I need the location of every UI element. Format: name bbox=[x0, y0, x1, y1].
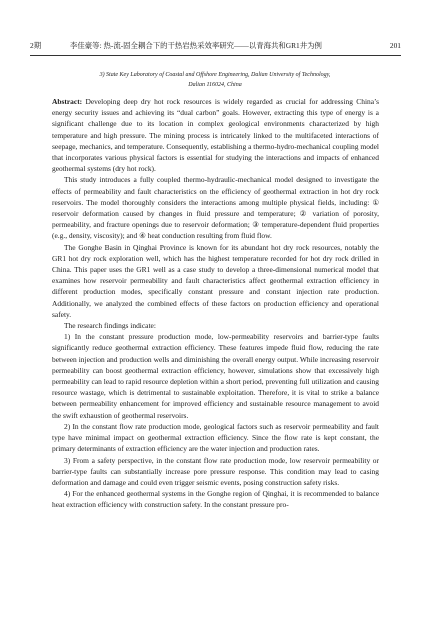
abstract-text: Developing deep dry hot rock resources is widely regarded as crucial for addressing China’s energy security issues and achieving its “dual carbon” goals. However, extracting this type of energy is a significant challenge due to its location in complex geological environments characterized by high temperature and high pressure. The mining process is intricately linked to the multifaceted interactions of seepage, mechanics, and temperature. Consequently, establishing a thermo-hydro-mechanical coupling model that incorporates various physical factors is essential for studying the interactions and impacts of enhanced geothermal systems (dry hot rock). bbox=[52, 97, 379, 174]
affiliation-line-1: 3) State Key Laboratory of Coastal and Offshore Engineering, Dalian University of Technology, bbox=[99, 72, 331, 78]
abstract-paragraph bbox=[52, 96, 379, 174]
body-paragraph: The Gonghe Basin in Qinghai Province is known for its abundant hot dry rock resources, notably the GR1 hot dry rock exploration well, which has the highest temperature recorded for hot dry rock drilled in China. This paper uses the GR1 well as a case study to develop a three-dimensional numerical model that examines how reservoir permeability and fault characteristics affect geothermal extraction efficiency in different production modes, specifically constant pressure and constant injection rate production. Additionally, we analyzed the combined effects of these factors on production efficiency and operational safety. bbox=[52, 242, 379, 319]
finding-item-4: 4) For the enhanced geothermal systems in the Gonghe region of Qinghai, it is recommended to balance heat extraction efficiency with construction safety. In the constant pressure pro- bbox=[52, 489, 379, 510]
page-number: 201 bbox=[389, 41, 401, 50]
header-rule bbox=[30, 55, 401, 56]
finding-item-2: 2) In the constant flow rate production mode, geological factors such as reservoir permeability and fault type have minimal impact on geothermal extraction efficiency. Since the flow rate is kept constant, the primary determinants of extraction efficiency are the water injection and production rates. bbox=[52, 421, 379, 454]
finding-item-3: 3) From a safety perspective, in the constant flow rate production mode, low reservoir permeability or barrier-type faults can substantially increase pore pressure response. This condition may lead to casing deformation and damage and could even trigger seismic events, posing construction safety risks. bbox=[52, 455, 379, 487]
body-paragraph: This study introduces a fully coupled thermo-hydraulic-mechanical model designed to investigate the effects of permeability and fault characteristics on the efficiency of geothermal extraction in hot dry rock reservoirs. The model thoroughly considers the interactions among multiple physical fields, including: ① reservoir deformation caused by changes in fluid pressure and temperature; ② variation of porosity, permeability, and fracture openings due to reservoir deformation; ③ temperature-dependent fluid properties (e.g., density, viscosity); and ④ heat conduction resulting from fluid flow. bbox=[52, 175, 379, 241]
article-body bbox=[52, 96, 379, 511]
journal-issue: 2期 bbox=[30, 41, 42, 50]
finding-item-1: 1) In the constant pressure production mode, low-permeability reservoirs and barrier-type faults significantly reduce geothermal extraction efficiency. These features impede fluid flow, reducing the rate between injection and production wells and diminishing the overall energy output. While increasing reservoir permeability can boost geothermal extraction efficiency, however, simulations show that excessively high permeability can lead to rapid resource depletion within a short period, preventing full utilization and causing resource wastage, which is detrimental to sustainable exploitation. Therefore, it is vital to strike a balance between permeability enhancement for improved efficiency and sustainable resource management to avoid the swift exhaustion of geothermal reservoirs. bbox=[52, 332, 379, 420]
findings-intro: The research findings indicate: bbox=[64, 321, 156, 331]
running-title: 李佳豪等: 热-流-固全耦合下的干热岩热采效率研究——以青海共和GR1井为例 bbox=[70, 41, 322, 50]
abstract-label: Abstract: bbox=[52, 97, 83, 106]
affiliation-line-2: Dalian 116024, China bbox=[188, 82, 242, 88]
